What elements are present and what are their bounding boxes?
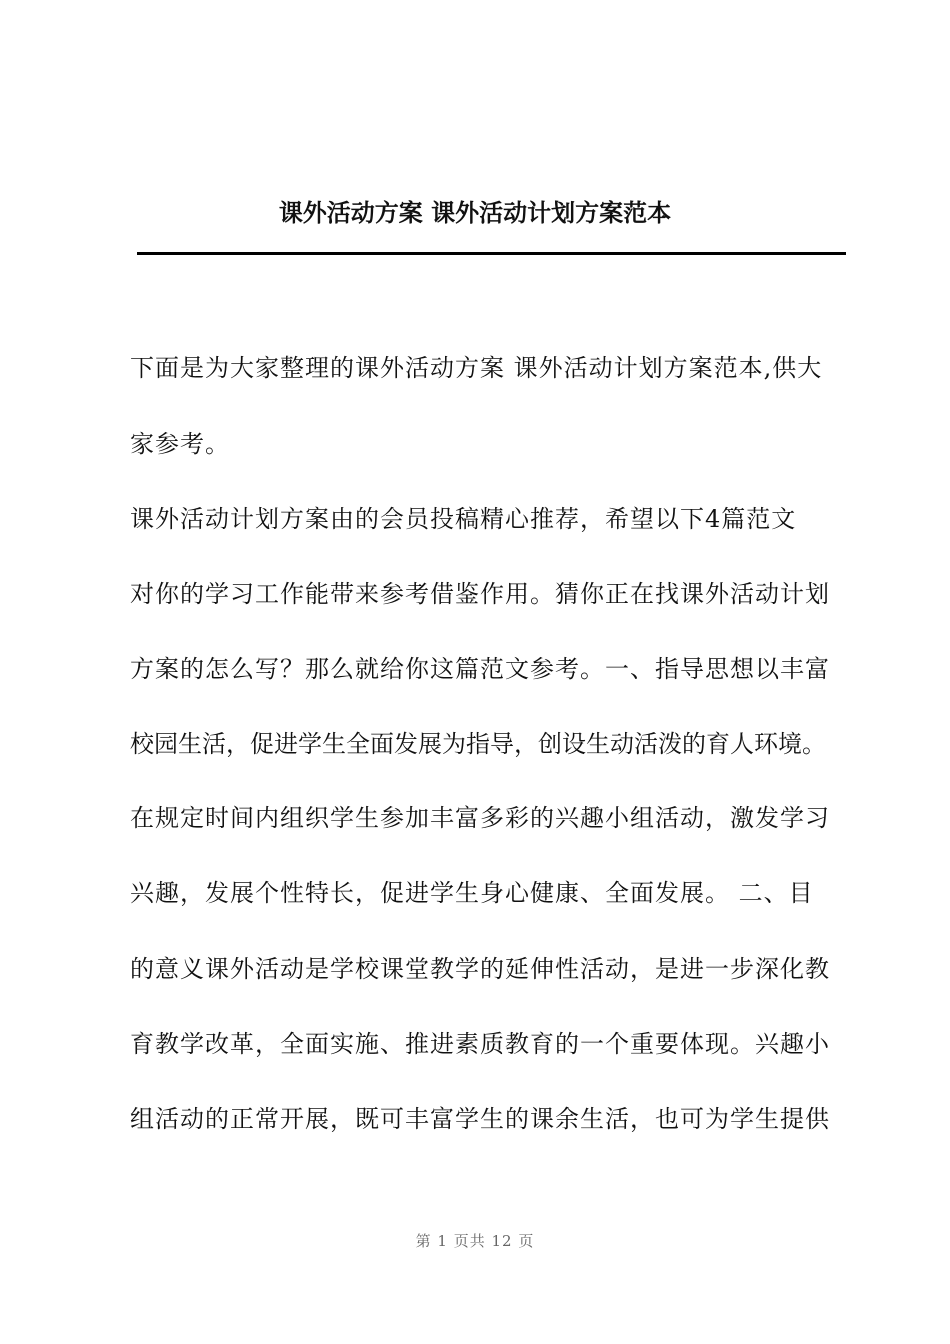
body-line-8: 兴趣，发展个性特长，促进学生身心健康、全面发展。 二、目 (130, 879, 814, 907)
body-line-3: 课外活动计划方案由的会员投稿精心推荐，希望以下4篇范文 (130, 505, 797, 533)
body-line-4: 对你的学习工作能带来参考借鉴作用。猜你正在找课外活动计划 (130, 580, 830, 608)
body-line-6: 校园生活，促进学生全面发展为指导，创设生动活泼的育人环境。 (130, 730, 826, 758)
body-line-1: 下面是为大家整理的课外活动方案 课外活动计划方案范本,供大 (130, 354, 823, 382)
page-footer: 第 1 页共 12 页 (415, 1232, 535, 1250)
body-line-9: 的意义课外活动是学校课堂教学的延伸性活动，是进一步深化教 (130, 955, 830, 983)
body-line-7: 在规定时间内组织学生参加丰富多彩的兴趣小组活动，激发学习 (130, 804, 830, 832)
document-title: 课外活动方案 课外活动计划方案范本 (278, 198, 672, 227)
body-line-2: 家参考。 (130, 430, 230, 458)
body-line-11: 组活动的正常开展，既可丰富学生的课余生活，也可为学生提供 (130, 1105, 830, 1133)
body-line-5: 方案的怎么写？那么就给你这篇范文参考。一、指导思想以丰富 (130, 655, 830, 683)
title-underline (137, 252, 846, 255)
body-line-10: 育教学改革，全面实施、推进素质教育的一个重要体现。兴趣小 (130, 1030, 830, 1058)
